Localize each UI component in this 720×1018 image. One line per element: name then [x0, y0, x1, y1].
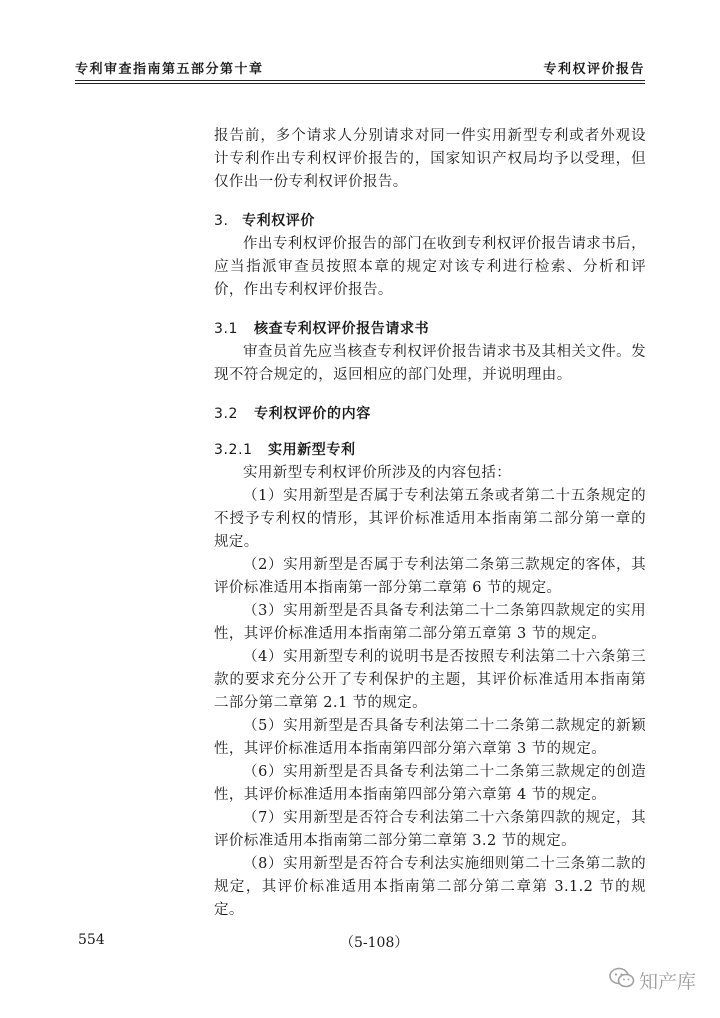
list-item: （7）实用新型是否符合专利法第二十六条第四款的规定，其评价标准适用本指南第二部分第二章第 3.2 节的规定。 — [214, 810, 646, 849]
heading-number: 3.1 — [214, 321, 239, 337]
header-section-title: 专利权评价报告 — [543, 62, 645, 77]
section-page-number: （5-108） — [340, 935, 409, 951]
list-item: （5）实用新型是否具备专利法第二十二条第二款规定的新颖性，其评价标准适用本指南第四部分第六章第 3 节的规定。 — [214, 718, 646, 757]
heading-3-2 — [214, 403, 646, 426]
watermark-text: 知产库 — [638, 970, 696, 993]
list-item: （1）实用新型是否属于专利法第五条或者第二十五条规定的不授予专利权的情形，其评价标准适用本指南第二部分第一章的规定。 — [214, 488, 646, 550]
watermark — [609, 966, 696, 994]
heading-title: 专利权评价的内容 — [254, 406, 371, 422]
wechat-icon — [609, 967, 635, 994]
heading-3-2-1 — [214, 439, 646, 462]
header-rule-thin — [75, 83, 645, 84]
page-body — [214, 125, 646, 922]
heading-3-1 — [214, 318, 646, 341]
list-item: （8）实用新型是否符合专利法实施细则第二十三条第二款的规定，其评价标准适用本指南第二部分第二章第 3.1.2 节的规定。 — [214, 856, 646, 918]
list-item: （2）实用新型是否属于专利法第二条第三款规定的客体，其评价标准适用本指南第一部分第二章第 6 节的规定。 — [214, 557, 646, 596]
paragraph: 实用新型专利权评价所涉及的内容包括： — [243, 465, 512, 481]
list-item: （3）实用新型是否具备专利法第二十二条第四款规定的实用性，其评价标准适用本指南第二部分第五章第 3 节的规定。 — [214, 603, 646, 642]
heading-3 — [214, 210, 646, 233]
list-item: （4）实用新型专利的说明书是否按照专利法第二十六条第三款的要求充分公开了专利保护的主题，其评价标准适用本指南第二部分第二章第 2.1 节的规定。 — [214, 649, 646, 711]
paragraph: 审查员首先应当核查专利权评价报告请求书及其相关文件。发现不符合规定的，返回相应的部门处理，并说明理由。 — [214, 344, 646, 383]
heading-title: 核查专利权评价报告请求书 — [254, 321, 430, 337]
heading-number: 3.2 — [214, 406, 239, 422]
list-item: （6）实用新型是否具备专利法第二十二条第三款规定的创造性，其评价标准适用本指南第四部分第六章第 4 节的规定。 — [214, 764, 646, 803]
header-rule — [75, 80, 645, 81]
heading-title: 专利权评价 — [242, 213, 315, 229]
heading-title: 实用新型专利 — [268, 442, 356, 458]
paragraph-continued: 报告前，多个请求人分别请求对同一件实用新型专利或者外观设计专利作出专利权评价报告的，国家知识产权局均予以受理，但仅作出一份专利权评价报告。 — [214, 128, 646, 190]
page-number: 554 — [78, 932, 105, 948]
header-chapter-title: 专利审查指南第五部分第十章 — [75, 62, 264, 77]
heading-number: 3. — [214, 213, 229, 229]
paragraph: 作出专利权评价报告的部门在收到专利权评价报告请求书后，应当指派审查员按照本章的规定对该专利进行检索、分析和评价，作出专利权评价报告。 — [214, 236, 646, 298]
heading-number: 3.2.1 — [214, 442, 253, 458]
